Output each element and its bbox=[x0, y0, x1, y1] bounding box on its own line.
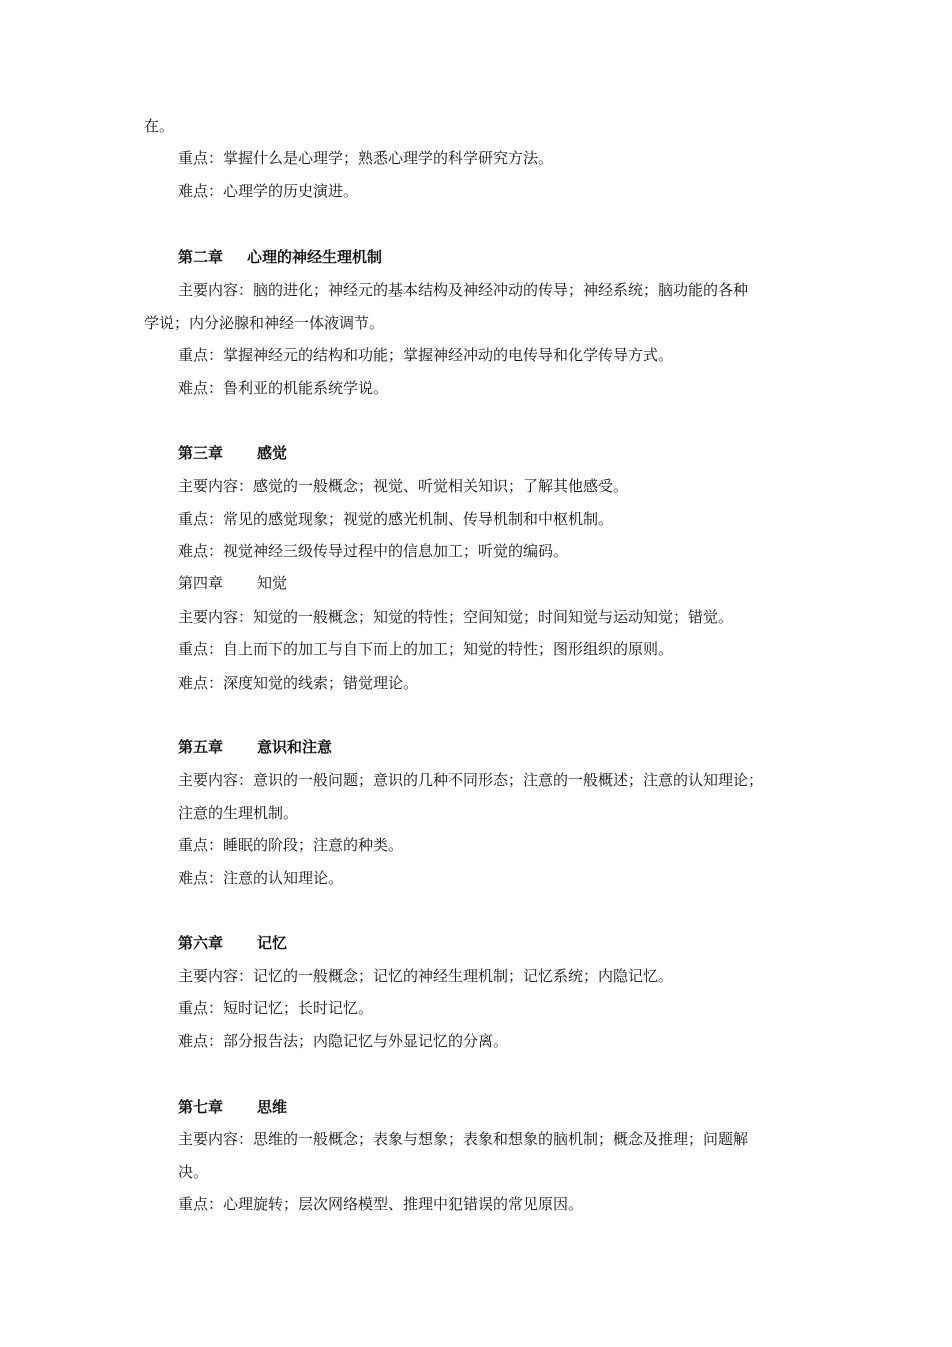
difficulty-line: 难点：鲁利亚的机能系统学说。 bbox=[178, 379, 389, 397]
chapter-number: 第三章 bbox=[178, 444, 224, 462]
difficulty-line: 难点：心理学的历史演进。 bbox=[178, 182, 359, 200]
key-points-line: 重点：常见的感觉现象；视觉的感光机制、传导机制和中枢机制。 bbox=[178, 510, 614, 528]
paragraph-line: 决。 bbox=[178, 1163, 209, 1181]
key-points-line: 重点：自上而下的加工与自下而上的加工；知觉的特性；图形组织的原则。 bbox=[178, 640, 674, 658]
main-content-line: 主要内容：感觉的一般概念；视觉、听觉相关知识；了解其他感受。 bbox=[178, 477, 629, 495]
difficulty-line: 难点：注意的认知理论。 bbox=[178, 869, 344, 887]
chapter-title: 心理的神经生理机制 bbox=[247, 248, 383, 266]
main-content-line: 主要内容：脑的进化；神经元的基本结构及神经冲动的传导；神经系统；脑功能的各种 bbox=[178, 281, 749, 299]
chapter-number: 第二章 bbox=[178, 248, 224, 266]
main-content-line: 主要内容：意识的一般问题；意识的几种不同形态；注意的一般概述；注意的认知理论； bbox=[178, 771, 764, 789]
chapter-number: 第七章 bbox=[178, 1098, 224, 1116]
chapter-number: 第五章 bbox=[178, 738, 224, 756]
chapter-title: 感觉 bbox=[257, 444, 288, 462]
paragraph-line: 在。 bbox=[144, 117, 175, 135]
difficulty-line: 难点：视觉神经三级传导过程中的信息加工；听觉的编码。 bbox=[178, 542, 569, 560]
key-points-line: 重点：短时记忆；长时记忆。 bbox=[178, 999, 374, 1017]
difficulty-line: 难点：深度知觉的线索；错觉理论。 bbox=[178, 674, 419, 692]
chapter-title: 思维 bbox=[257, 1098, 288, 1116]
key-points-line: 重点：掌握神经元的结构和功能；掌握神经冲动的电传导和化学传导方式。 bbox=[178, 346, 674, 364]
chapter-2-heading bbox=[178, 247, 382, 267]
chapter-number: 第六章 bbox=[178, 934, 224, 952]
main-content-line: 主要内容：知觉的一般概念；知觉的特性；空间知觉；时间知觉与运动知觉；错觉。 bbox=[178, 608, 734, 626]
paragraph-line: 注意的生理机制。 bbox=[178, 804, 299, 822]
chapter-3-heading bbox=[178, 443, 287, 463]
chapter-title: 知觉 bbox=[257, 574, 288, 592]
difficulty-line: 难点：部分报告法；内隐记忆与外显记忆的分离。 bbox=[178, 1032, 509, 1050]
chapter-number: 第四章 bbox=[178, 574, 224, 592]
chapter-6-heading bbox=[178, 933, 287, 953]
chapter-title: 记忆 bbox=[257, 934, 288, 952]
chapter-5-heading bbox=[178, 737, 332, 757]
main-content-line: 主要内容：记忆的一般概念；记忆的神经生理机制；记忆系统；内隐记忆。 bbox=[178, 967, 674, 985]
key-points-line: 重点：心理旋转；层次网络模型、推理中犯错误的常见原因。 bbox=[178, 1195, 584, 1213]
chapter-4-heading bbox=[178, 573, 287, 593]
chapter-title: 意识和注意 bbox=[257, 738, 333, 756]
chapter-7-heading bbox=[178, 1097, 287, 1117]
key-points-line: 重点：掌握什么是心理学；熟悉心理学的科学研究方法。 bbox=[178, 149, 554, 167]
paragraph-line: 学说；内分泌腺和神经一体液调节。 bbox=[144, 314, 385, 332]
key-points-line: 重点：睡眠的阶段；注意的种类。 bbox=[178, 836, 404, 854]
main-content-line: 主要内容：思维的一般概念；表象与想象；表象和想象的脑机制；概念及推理；问题解 bbox=[178, 1130, 749, 1148]
